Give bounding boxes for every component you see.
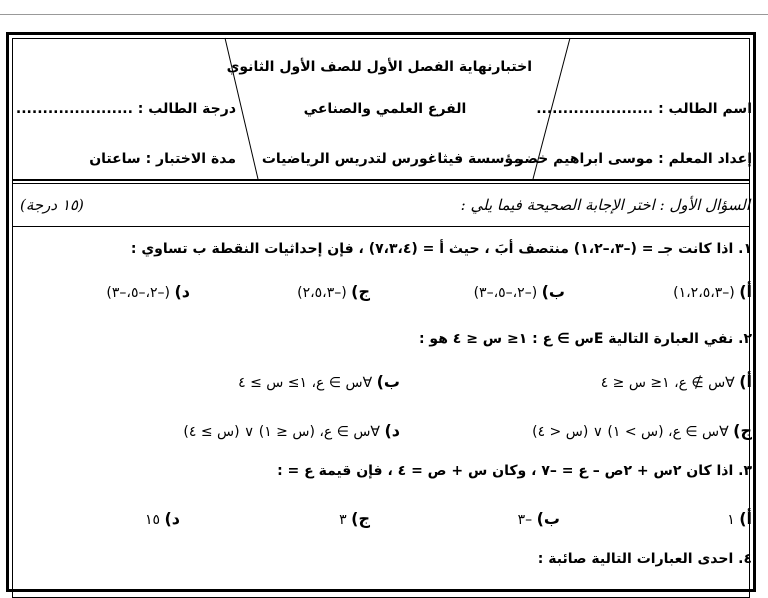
option-text: ٣ <box>339 512 347 528</box>
q2-option-c <box>450 422 752 441</box>
section-separator <box>12 226 750 227</box>
option-text: (–١،٢،٥،٣) <box>673 285 735 301</box>
option-letter: أ) <box>739 509 752 528</box>
option-letter: ب) <box>376 372 400 391</box>
section-marks: (١٥ درجة) <box>20 196 84 214</box>
option-text: (–٢،٥،٣) <box>297 285 347 301</box>
q1-option-c <box>220 283 370 302</box>
option-letter: ج) <box>351 282 370 301</box>
q1-option-d <box>20 283 190 302</box>
header-separator <box>12 179 750 181</box>
option-letter: أ) <box>739 282 752 301</box>
option-letter: أ) <box>739 372 752 391</box>
question-3-stem: ٣. اذا كان ٢س + ٢ص – ع = –٧ ، وكان س + ص = ٤ ، فإن قيمة ع = : <box>277 463 752 479</box>
question-1-stem: ١. اذا كانت جـ = (–٣،–١،٢) منتصف أبَ ، حيث أ = (٧،٣،٤) ، فإن إحداثيات النقطة ب تساوي : <box>130 241 752 257</box>
q1-option-a <box>600 283 752 302</box>
q2-option-a <box>450 373 752 392</box>
teacher-label: إعداد المعلم : موسى ابراهيم خضر <box>515 151 752 167</box>
option-text: ١٥ <box>144 512 161 528</box>
option-text: (–٢،–٥،–٣) <box>473 285 538 301</box>
q3-option-a <box>640 510 752 529</box>
branch-label: الفرع العلمي والصناعي <box>303 101 467 117</box>
option-letter: ب) <box>536 509 560 528</box>
q2-option-d <box>110 422 400 441</box>
question-2-stem: ٢. نفي العبارة التالية Eس ∋ ع : ١≤ س ≤ ٤ هو : <box>418 331 752 347</box>
option-letter: د) <box>174 282 190 301</box>
q3-option-d <box>100 510 180 529</box>
option-letter: د) <box>164 509 180 528</box>
header-separator-thin <box>12 183 750 184</box>
q2-option-b <box>160 373 400 392</box>
option-text: –٣ <box>517 512 533 528</box>
exam-title: اختبارنهاية الفصل الأول للصف الأول الثانوي <box>226 59 532 75</box>
option-text: ∀س ∋ ع، (س > ١) ∨ (س < ٤) <box>532 424 729 440</box>
student-name-field: اسم الطالب : ...................... <box>536 101 752 117</box>
option-letter: ج) <box>733 421 752 440</box>
option-letter: د) <box>384 421 400 440</box>
q3-option-b <box>440 510 560 529</box>
duration-label: مدة الاختبار : ساعتان <box>89 151 236 167</box>
option-letter: ج) <box>351 509 370 528</box>
institution-label: مؤسسة فيثاغورس لتدريس الرياضيات <box>261 151 522 167</box>
option-letter: ب) <box>541 282 565 301</box>
student-grade-field: درجة الطالب : ...................... <box>15 101 236 117</box>
q1-option-b <box>400 283 565 302</box>
option-text: (–٢،–٥،–٣) <box>106 285 171 301</box>
q3-option-c <box>270 510 370 529</box>
option-text: ∀س ∋ ع، (س ≤ ١) ∨ (س ≥ ٤) <box>183 424 381 440</box>
question-4-stem: ٤. احدى العبارات التالية صائبة : <box>537 551 752 567</box>
option-text: ١ <box>727 512 735 528</box>
option-text: ∀س ∋ ع، ١≥ س ≥ ٤ <box>238 375 373 391</box>
option-text: ∀س ∌ ع، ١≤ س ≤ ٤ <box>600 375 735 391</box>
section-title: السؤال الأول : اختر الإجابة الصحيحة فيما يلي : <box>460 196 750 214</box>
